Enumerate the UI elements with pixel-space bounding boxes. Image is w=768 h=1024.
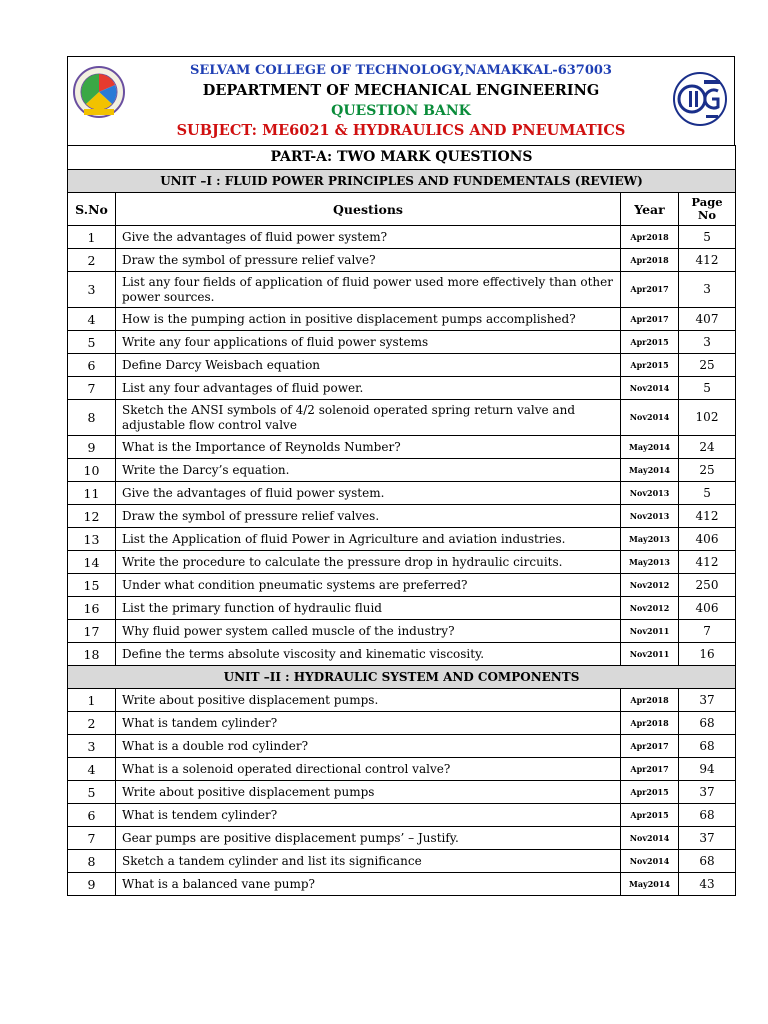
document-header — [67, 56, 735, 145]
exam-year: Apr2018 — [621, 689, 679, 712]
page-number: 406 — [679, 528, 736, 551]
page-number: 412 — [679, 505, 736, 528]
question-text: Why fluid power system called muscle of the industry? — [116, 620, 621, 643]
page-number: 5 — [679, 377, 736, 400]
page-number: 37 — [679, 827, 736, 850]
question-text: Gear pumps are positive displacement pumps’ – Justify. — [116, 827, 621, 850]
table-row — [68, 758, 736, 781]
page-number: 25 — [679, 459, 736, 482]
question-text: Sketch the ANSI symbols of 4/2 solenoid operated spring return valve and adjustable flow control valve — [116, 400, 621, 436]
exam-year: Apr2015 — [621, 804, 679, 827]
table-row — [68, 528, 736, 551]
page-number: 16 — [679, 643, 736, 666]
question-text: Define the terms absolute viscosity and kinematic viscosity. — [116, 643, 621, 666]
page-number: 94 — [679, 758, 736, 781]
exam-year: Apr2018 — [621, 226, 679, 249]
unit-title: UNIT –I : FLUID POWER PRINCIPLES AND FUNDEMENTALS (REVIEW) — [68, 170, 736, 193]
part-title: PART-A: TWO MARK QUESTIONS — [68, 146, 736, 170]
table-row — [68, 781, 736, 804]
question-text: How is the pumping action in positive displacement pumps accomplished? — [116, 308, 621, 331]
exam-year: May2014 — [621, 873, 679, 896]
table-row — [68, 735, 736, 758]
table-row — [68, 643, 736, 666]
question-text: Draw the symbol of pressure relief valves. — [116, 505, 621, 528]
exam-year: Apr2015 — [621, 354, 679, 377]
serial-number: 16 — [68, 597, 116, 620]
serial-number: 2 — [68, 249, 116, 272]
page-number: 3 — [679, 272, 736, 308]
question-text: What is the Importance of Reynolds Number? — [116, 436, 621, 459]
unit-title: UNIT –II : HYDRAULIC SYSTEM AND COMPONENTS — [68, 666, 736, 689]
page-number: 68 — [679, 804, 736, 827]
question-text: What is a balanced vane pump? — [116, 873, 621, 896]
page-number: 68 — [679, 712, 736, 735]
serial-number: 3 — [68, 272, 116, 308]
table-row — [68, 400, 736, 436]
page-number: 412 — [679, 551, 736, 574]
exam-year: Nov2012 — [621, 574, 679, 597]
page-number: 24 — [679, 436, 736, 459]
table-row — [68, 850, 736, 873]
question-table — [67, 145, 736, 896]
question-text: Give the advantages of fluid power system? — [116, 226, 621, 249]
page-number: 102 — [679, 400, 736, 436]
serial-number: 4 — [68, 308, 116, 331]
serial-number: 9 — [68, 873, 116, 896]
exam-year: Apr2017 — [621, 272, 679, 308]
table-row — [68, 272, 736, 308]
serial-number: 1 — [68, 689, 116, 712]
serial-number: 14 — [68, 551, 116, 574]
question-text: What is tendem cylinder? — [116, 804, 621, 827]
serial-number: 9 — [68, 436, 116, 459]
table-row — [68, 827, 736, 850]
exam-year: Nov2014 — [621, 400, 679, 436]
question-text: Write about positive displacement pumps. — [116, 689, 621, 712]
question-text: Write the Darcy’s equation. — [116, 459, 621, 482]
exam-year: May2014 — [621, 459, 679, 482]
serial-number: 5 — [68, 331, 116, 354]
exam-year: Apr2015 — [621, 781, 679, 804]
serial-number: 4 — [68, 758, 116, 781]
table-row — [68, 689, 736, 712]
questions-column-header: Questions — [116, 193, 621, 226]
page-number: 407 — [679, 308, 736, 331]
part-title-row — [68, 146, 736, 170]
serial-number: 11 — [68, 482, 116, 505]
serial-number: 10 — [68, 459, 116, 482]
question-text: What is tandem cylinder? — [116, 712, 621, 735]
year-column-header: Year — [621, 193, 679, 226]
college-name: SELVAM COLLEGE OF TECHNOLOGY,NAMAKKAL-637003 — [190, 63, 612, 78]
table-row — [68, 459, 736, 482]
table-row — [68, 551, 736, 574]
serial-number: 8 — [68, 400, 116, 436]
question-text: Sketch a tandem cylinder and list its significance — [116, 850, 621, 873]
college-logo-icon — [72, 65, 126, 119]
page-number: 43 — [679, 873, 736, 896]
question-bank-title: QUESTION BANK — [331, 103, 471, 119]
question-text: Define Darcy Weisbach equation — [116, 354, 621, 377]
table-row — [68, 505, 736, 528]
serial-number: 18 — [68, 643, 116, 666]
page-number: 250 — [679, 574, 736, 597]
serial-number: 3 — [68, 735, 116, 758]
exam-year: Nov2014 — [621, 377, 679, 400]
table-row — [68, 712, 736, 735]
exam-year: Nov2011 — [621, 620, 679, 643]
serial-number: 2 — [68, 712, 116, 735]
question-text: Draw the symbol of pressure relief valve? — [116, 249, 621, 272]
page-number: 7 — [679, 620, 736, 643]
page-number: 412 — [679, 249, 736, 272]
serial-number: 6 — [68, 804, 116, 827]
table-row — [68, 873, 736, 896]
column-header-row — [68, 193, 736, 226]
table-row — [68, 331, 736, 354]
question-text: What is a solenoid operated directional control valve? — [116, 758, 621, 781]
table-row — [68, 574, 736, 597]
page-number: 5 — [679, 482, 736, 505]
table-row — [68, 377, 736, 400]
question-text: List any four fields of application of fluid power used more effectively than other power sources. — [116, 272, 621, 308]
serial-number: 6 — [68, 354, 116, 377]
serial-number: 7 — [68, 827, 116, 850]
table-row — [68, 308, 736, 331]
exam-year: Nov2013 — [621, 505, 679, 528]
question-text: List the Application of fluid Power in Agriculture and aviation industries. — [116, 528, 621, 551]
unit-header-row — [68, 170, 736, 193]
page-number: 5 — [679, 226, 736, 249]
exam-year: Apr2018 — [621, 249, 679, 272]
exam-year: Nov2014 — [621, 850, 679, 873]
table-row — [68, 436, 736, 459]
serial-number: 15 — [68, 574, 116, 597]
table-row — [68, 482, 736, 505]
page-number: 37 — [679, 781, 736, 804]
serial-number: 1 — [68, 226, 116, 249]
exam-year: Apr2018 — [621, 712, 679, 735]
question-text: Write about positive displacement pumps — [116, 781, 621, 804]
exam-year: Nov2012 — [621, 597, 679, 620]
question-text: Write the procedure to calculate the pressure drop in hydraulic circuits. — [116, 551, 621, 574]
certification-logo-icon — [672, 71, 728, 127]
question-text: Under what condition pneumatic systems are preferred? — [116, 574, 621, 597]
serial-number: 5 — [68, 781, 116, 804]
question-text: List the primary function of hydraulic fluid — [116, 597, 621, 620]
table-row — [68, 620, 736, 643]
table-row — [68, 249, 736, 272]
page-number: 3 — [679, 331, 736, 354]
exam-year: May2014 — [621, 436, 679, 459]
serial-number: 12 — [68, 505, 116, 528]
serial-number: 8 — [68, 850, 116, 873]
exam-year: Apr2015 — [621, 331, 679, 354]
question-bank-sheet — [67, 56, 735, 896]
page-number: 37 — [679, 689, 736, 712]
exam-year: Nov2011 — [621, 643, 679, 666]
question-text: Give the advantages of fluid power system. — [116, 482, 621, 505]
table-row — [68, 804, 736, 827]
exam-year: May2013 — [621, 551, 679, 574]
exam-year: May2013 — [621, 528, 679, 551]
serial-number: 13 — [68, 528, 116, 551]
exam-year: Nov2013 — [621, 482, 679, 505]
subject-title: SUBJECT: ME6021 & HYDRAULICS AND PNEUMATICS — [176, 122, 626, 139]
page-number: 68 — [679, 735, 736, 758]
page-number: 406 — [679, 597, 736, 620]
page-number: 68 — [679, 850, 736, 873]
question-text: List any four advantages of fluid power. — [116, 377, 621, 400]
serial-number: 17 — [68, 620, 116, 643]
unit-header-row — [68, 666, 736, 689]
table-row — [68, 597, 736, 620]
page-number: 25 — [679, 354, 736, 377]
question-text: What is a double rod cylinder? — [116, 735, 621, 758]
table-row — [68, 354, 736, 377]
exam-year: Apr2017 — [621, 758, 679, 781]
exam-year: Apr2017 — [621, 308, 679, 331]
question-text: Write any four applications of fluid power systems — [116, 331, 621, 354]
exam-year: Apr2017 — [621, 735, 679, 758]
table-row — [68, 226, 736, 249]
serial-number: 7 — [68, 377, 116, 400]
page-column-header: Page No — [679, 193, 736, 226]
sno-column-header: S.No — [68, 193, 116, 226]
department-name: DEPARTMENT OF MECHANICAL ENGINEERING — [202, 82, 600, 99]
exam-year: Nov2014 — [621, 827, 679, 850]
